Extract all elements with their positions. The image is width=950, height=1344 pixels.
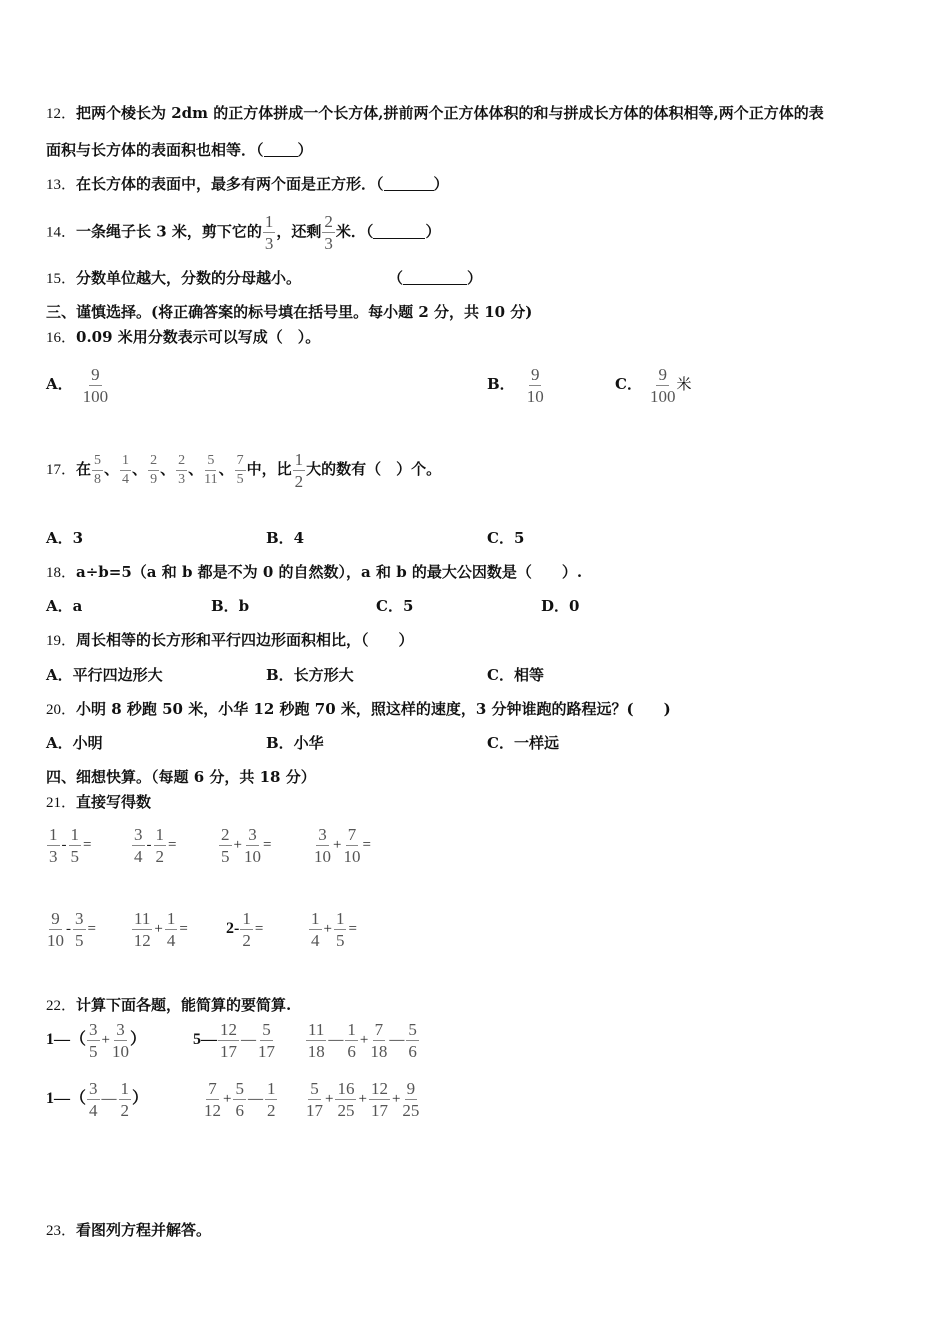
- fraction: $\frac{1}{6}$: [347, 1020, 356, 1061]
- fraction-two-thirds: $\frac{2}{3}$: [324, 212, 333, 253]
- separator: 、: [160, 460, 176, 478]
- operator: -: [146, 837, 152, 854]
- operator: —: [241, 1032, 256, 1049]
- option-19-a[interactable]: A．平行四边形大: [46, 666, 163, 684]
- operator: +: [391, 1091, 401, 1108]
- fraction-17-2: $\frac{1}{4}$: [122, 452, 130, 487]
- answer-blank-12[interactable]: [264, 142, 298, 157]
- equals-sign: =: [254, 921, 264, 938]
- close-paren: ）: [132, 1090, 149, 1108]
- fraction: $\frac{1}{3}$: [49, 825, 58, 866]
- fraction: $\frac{1}{2}$: [120, 1079, 130, 1120]
- question-14: 14．一条绳子长 3 米，剪下它的 $\frac{1}{3}$ ，还剩 $\frac{2}{3}$ 米．（ ）: [46, 212, 441, 253]
- operator: +: [223, 1091, 232, 1108]
- operator: —: [328, 1032, 344, 1049]
- lead-number: 2-: [226, 920, 240, 938]
- calc-item: [46, 826, 92, 865]
- question-13: 13．在长方体的表面中，最多有两个面是正方形．（ ）: [46, 175, 449, 193]
- question-22: 22．计算下面各题，能简算的要简算.: [46, 996, 292, 1014]
- separator: 、: [132, 460, 148, 478]
- option-18-a[interactable]: A．a: [46, 597, 83, 615]
- fraction: $\frac{3}{10}$: [314, 825, 331, 866]
- fraction-17-1: $\frac{5}{8}$: [94, 452, 102, 487]
- calc-item: [131, 826, 177, 865]
- fraction: $\frac{12}{17}$: [220, 1020, 237, 1061]
- option-20-c[interactable]: C．一样远: [487, 734, 559, 752]
- option-17-b[interactable]: B．4: [266, 529, 305, 547]
- fraction: $\frac{3}{10}$: [111, 1020, 129, 1061]
- equals-sign: =: [179, 921, 188, 938]
- operator: +: [358, 1091, 367, 1108]
- expression: [46, 1021, 146, 1060]
- fraction: $\frac{3}{10}$: [243, 825, 261, 866]
- fraction: $\frac{11}{18}$: [307, 1020, 325, 1061]
- fraction: $\frac{3}{4}$: [89, 1079, 98, 1120]
- question-16: 16．0.09 米用分数表示可以写成（ ）。: [46, 328, 321, 346]
- fraction-one-third: $\frac{1}{3}$: [264, 212, 274, 253]
- fraction: $\frac{1}{2}$: [242, 909, 251, 950]
- operator: -: [66, 921, 71, 938]
- fraction: $\frac{11}{12}$: [133, 909, 151, 950]
- question-21: 21．直接写得数: [46, 793, 152, 811]
- option-16-b[interactable]: B． $\frac{9}{10}$: [487, 364, 544, 406]
- equals-sign: =: [83, 837, 92, 854]
- expression: [46, 1080, 148, 1119]
- option-19-c[interactable]: C．相等: [487, 666, 544, 684]
- fraction: $\frac{7}{10}$: [343, 825, 361, 866]
- fraction-list-17: [91, 452, 247, 487]
- fraction-16-b: $\frac{9}{10}$: [526, 364, 544, 406]
- fraction-17-5: $\frac{5}{11}$: [204, 452, 218, 487]
- answer-blank-13[interactable]: [384, 176, 434, 191]
- separator: 、: [104, 460, 120, 478]
- lead-term: 1—（: [46, 1090, 87, 1108]
- operator: +: [154, 921, 163, 938]
- section-4-heading: 四、细想快算。（每题 6 分，共 18 分）: [46, 768, 316, 786]
- calc-item: [218, 826, 272, 865]
- calc-item: [131, 910, 189, 949]
- operator: —: [247, 1091, 263, 1108]
- separator: 、: [188, 460, 204, 478]
- equals-sign: =: [348, 921, 357, 938]
- operator: +: [101, 1032, 110, 1049]
- option-16-c[interactable]: C． $\frac{9}{100}$ 米: [615, 364, 692, 406]
- operator: +: [233, 837, 242, 854]
- answer-blank-15[interactable]: [403, 270, 467, 285]
- operator: +: [323, 921, 332, 938]
- option-18-b[interactable]: B．b: [211, 597, 250, 615]
- equals-sign: =: [87, 921, 96, 938]
- fraction: $\frac{3}{5}$: [75, 909, 84, 950]
- fraction: $\frac{9}{10}$: [47, 909, 64, 950]
- close-paren: ）: [129, 1031, 146, 1049]
- equals-sign: =: [262, 837, 272, 854]
- fraction: $\frac{5}{6}$: [408, 1020, 417, 1061]
- fraction-16-a: $\frac{9}{100}$: [82, 364, 109, 406]
- expression: [193, 1021, 276, 1060]
- question-12-line2: 面积与长方体的表面积也相等．（ ）: [46, 141, 313, 159]
- equals-sign: =: [362, 837, 371, 854]
- calc-item: [313, 826, 372, 865]
- fraction: $\frac{9}{25}$: [402, 1079, 420, 1120]
- operator: -: [61, 837, 67, 854]
- section-3-heading: 三、谨慎选择。(将正确答案的标号填在括号里。每小题 2 分，共 10 分): [46, 303, 533, 321]
- fraction: $\frac{1}{5}$: [70, 825, 79, 866]
- question-23: 23．看图列方程并解答。: [46, 1221, 212, 1239]
- option-18-c[interactable]: C．5: [376, 597, 414, 615]
- fraction: $\frac{1}{4}$: [166, 909, 176, 950]
- separator: 、: [218, 460, 234, 478]
- operator: +: [325, 1091, 334, 1108]
- option-20-a[interactable]: A．小明: [46, 734, 103, 752]
- fraction: $\frac{5}{17}$: [306, 1079, 323, 1120]
- question-19: 19．周长相等的长方形和平行四边形面积相比，（ ）: [46, 631, 414, 649]
- calc-item: [308, 910, 358, 949]
- question-18: 18．a÷b=5（a 和 b 都是不为 0 的自然数），a 和 b 的最大公因数是（ ）.: [46, 563, 583, 581]
- fraction-16-c: $\frac{9}{100}$: [649, 364, 676, 406]
- option-19-b[interactable]: B．长方形大: [266, 666, 354, 684]
- fraction: $\frac{1}{2}$: [266, 1079, 276, 1120]
- equals-sign: =: [168, 837, 177, 854]
- option-17-c[interactable]: C．5: [487, 529, 525, 547]
- operator: —: [389, 1032, 405, 1049]
- fraction: $\frac{16}{25}$: [337, 1079, 355, 1120]
- fraction: $\frac{7}{12}$: [204, 1079, 221, 1120]
- fraction: $\frac{1}{4}$: [311, 909, 320, 950]
- operator: +: [333, 837, 342, 854]
- fraction: $\frac{3}{5}$: [89, 1020, 98, 1061]
- fraction-one-half: $\frac{1}{2}$: [294, 449, 304, 491]
- fraction-17-6: $\frac{7}{5}$: [236, 452, 244, 487]
- operator: +: [359, 1032, 369, 1049]
- fraction: $\frac{3}{4}$: [134, 825, 143, 866]
- expression: [203, 1080, 278, 1119]
- fraction: $\frac{2}{5}$: [221, 825, 230, 866]
- expression: [305, 1080, 420, 1119]
- fraction: $\frac{5}{17}$: [258, 1020, 275, 1061]
- fraction: $\frac{1}{2}$: [155, 825, 164, 866]
- calc-item: [226, 910, 264, 949]
- fraction-17-3: $\frac{2}{9}$: [150, 452, 158, 487]
- expression: [305, 1021, 420, 1060]
- lead-term: 1—（: [46, 1031, 87, 1049]
- calc-item: [46, 910, 97, 949]
- fraction: $\frac{7}{18}$: [370, 1020, 388, 1061]
- fraction-17-4: $\frac{2}{3}$: [178, 452, 186, 487]
- option-18-d[interactable]: D．0: [541, 597, 580, 615]
- option-16-a[interactable]: A． $\frac{9}{100}$: [46, 364, 109, 406]
- option-20-b[interactable]: B．小华: [266, 734, 324, 752]
- answer-blank-14[interactable]: [373, 224, 425, 239]
- option-17-a[interactable]: A．3: [46, 529, 84, 547]
- fraction: $\frac{5}{6}$: [235, 1079, 244, 1120]
- fraction: $\frac{12}{17}$: [370, 1079, 388, 1120]
- question-17: 17．在 $\frac{5}{8}$ 、 $\frac{1}{4}$ 、 $\frac{2}{9}$ 、 $\frac{2}{3}$ 、 $\frac{5}{11}$ 、 $\frac{7}{5}$ 中，比 $\frac{1}{2}$ 大的数有（ ）个。: [46, 449, 442, 491]
- fraction: $\frac{1}{5}$: [335, 909, 345, 950]
- operator: —: [101, 1091, 117, 1108]
- question-15: 15．分数单位越大，分数的分母越小。 （ ）: [46, 269, 483, 287]
- answer-bracket-15: （ ）: [388, 269, 483, 287]
- lead-term: 5—: [193, 1031, 217, 1049]
- question-20: 20．小明 8 秒跑 50 米，小华 12 秒跑 70 米，照这样的速度，3 分钟谁跑的路程远？( ): [46, 700, 671, 718]
- question-12-line1: 12．把两个棱长为 2dm 的正方体拼成一个长方体,拼前两个正方体体积的和与拼成长方体的体积相等,两个正方体的表: [46, 104, 824, 122]
